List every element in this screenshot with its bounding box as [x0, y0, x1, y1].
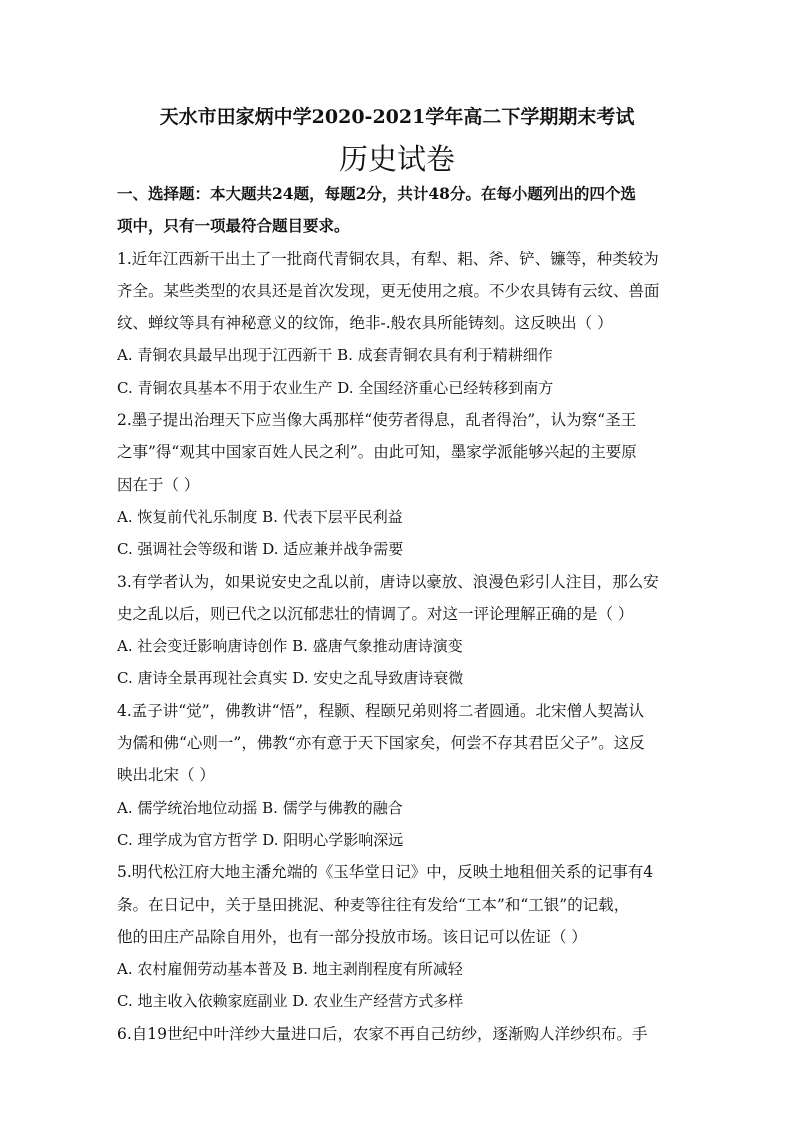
question-line: 2.墨子提出治理天下应当像大禹那样“使劳者得息，乱者得治”，认为察“圣王 — [117, 411, 637, 430]
option-line: A. 儒学统治地位动摇 B. 儒学与佛教的融合 — [117, 798, 403, 817]
option-line: A. 农村雇佣劳动基本普及 B. 地主剥削程度有所减轻 — [117, 960, 463, 979]
question-line: 4.孟子讲“觉”，佛教讲“悟”，程颢、程颐兄弟则将二者圆通。北宋僧人契嵩认 — [117, 701, 644, 720]
question-line: 为儒和佛“心则一”，佛教“亦有意于天下国家矣，何尝不存其君臣父子”。这反 — [117, 734, 645, 753]
question-line: 1.近年江西新干出土了一批商代青铜农具，有犁、耜、斧、铲、镰等，种类较为 — [117, 249, 659, 268]
option-line: C. 唐诗全景再现社会真实 D. 安史之乱导致唐诗衰微 — [117, 669, 464, 688]
question-line: 5.明代松江府大地主潘允端的《玉华堂日记》中，反映土地租佃关系的记事有4 — [117, 863, 654, 882]
question-line: 齐全。某些类型的农具还是首次发现，更无使用之痕。不少农具铸有云纹、兽面 — [117, 281, 660, 300]
question-line: 他的田庄产品除自用外，也有一部分投放市场。该日记可以佐证（ ） — [117, 927, 587, 946]
section-heading-line: 项中，只有一项最符合题目要求。 — [117, 216, 350, 236]
question-line: 因在于（ ） — [117, 475, 200, 494]
question-line: 3.有学者认为，如果说安史之乱以前，唐诗以豪放、浪漫色彩引人注目，那么安 — [117, 572, 659, 591]
question-line: 史之乱以后，则已代之以沉郁悲壮的情调了。对这一评论理解正确的是（ ） — [117, 604, 634, 623]
section-heading-line: 一、选择题：本大题共24题，每题2分，共计48分。在每小题列出的四个选 — [117, 184, 636, 203]
option-line: A. 社会变迁影响唐诗创作 B. 盛唐气象推动唐诗演变 — [117, 637, 463, 656]
question-line: 之事”得“观其中国家百姓人民之利”。由此可知，墨家学派能够兴起的主要原 — [117, 443, 637, 462]
option-line: C. 青铜农具基本不用于农业生产 D. 全国经济重心已经转移到南方 — [117, 378, 554, 397]
option-line: A. 青铜农具最早出现于江西新干 B. 成套青铜农具有利于精耕细作 — [117, 346, 553, 365]
question-line: 6.自19世纪中叶洋纱大量进口后，农家不再自己纺纱，逐渐购人洋纱织布。手 — [117, 1024, 648, 1043]
exam-content — [117, 178, 677, 1050]
option-line: C. 理学成为官方哲学 D. 阳明心学影响深远 — [117, 830, 404, 849]
question-line: 映出北宋（ ） — [117, 766, 215, 785]
option-line: C. 强调社会等级和谐 D. 适应兼并战争需要 — [117, 540, 404, 559]
question-line: 纹、蝉纹等具有神秘意义的纹饰，绝非-.般农具所能铸刻。这反映出（ ） — [117, 314, 613, 333]
exam-subject: 历史试卷 — [338, 142, 455, 176]
option-line: C. 地主收入依赖家庭副业 D. 农业生产经营方式多样 — [117, 992, 464, 1011]
question-line: 条。在日记中，关于垦田挑泥、种麦等往往有发给“工本”和“工银”的记载， — [117, 895, 630, 914]
option-line: A. 恢复前代礼乐制度 B. 代表下层平民利益 — [117, 507, 403, 526]
exam-title: 天水市田家炳中学2020-2021学年高二下学期期末考试 — [159, 106, 635, 128]
